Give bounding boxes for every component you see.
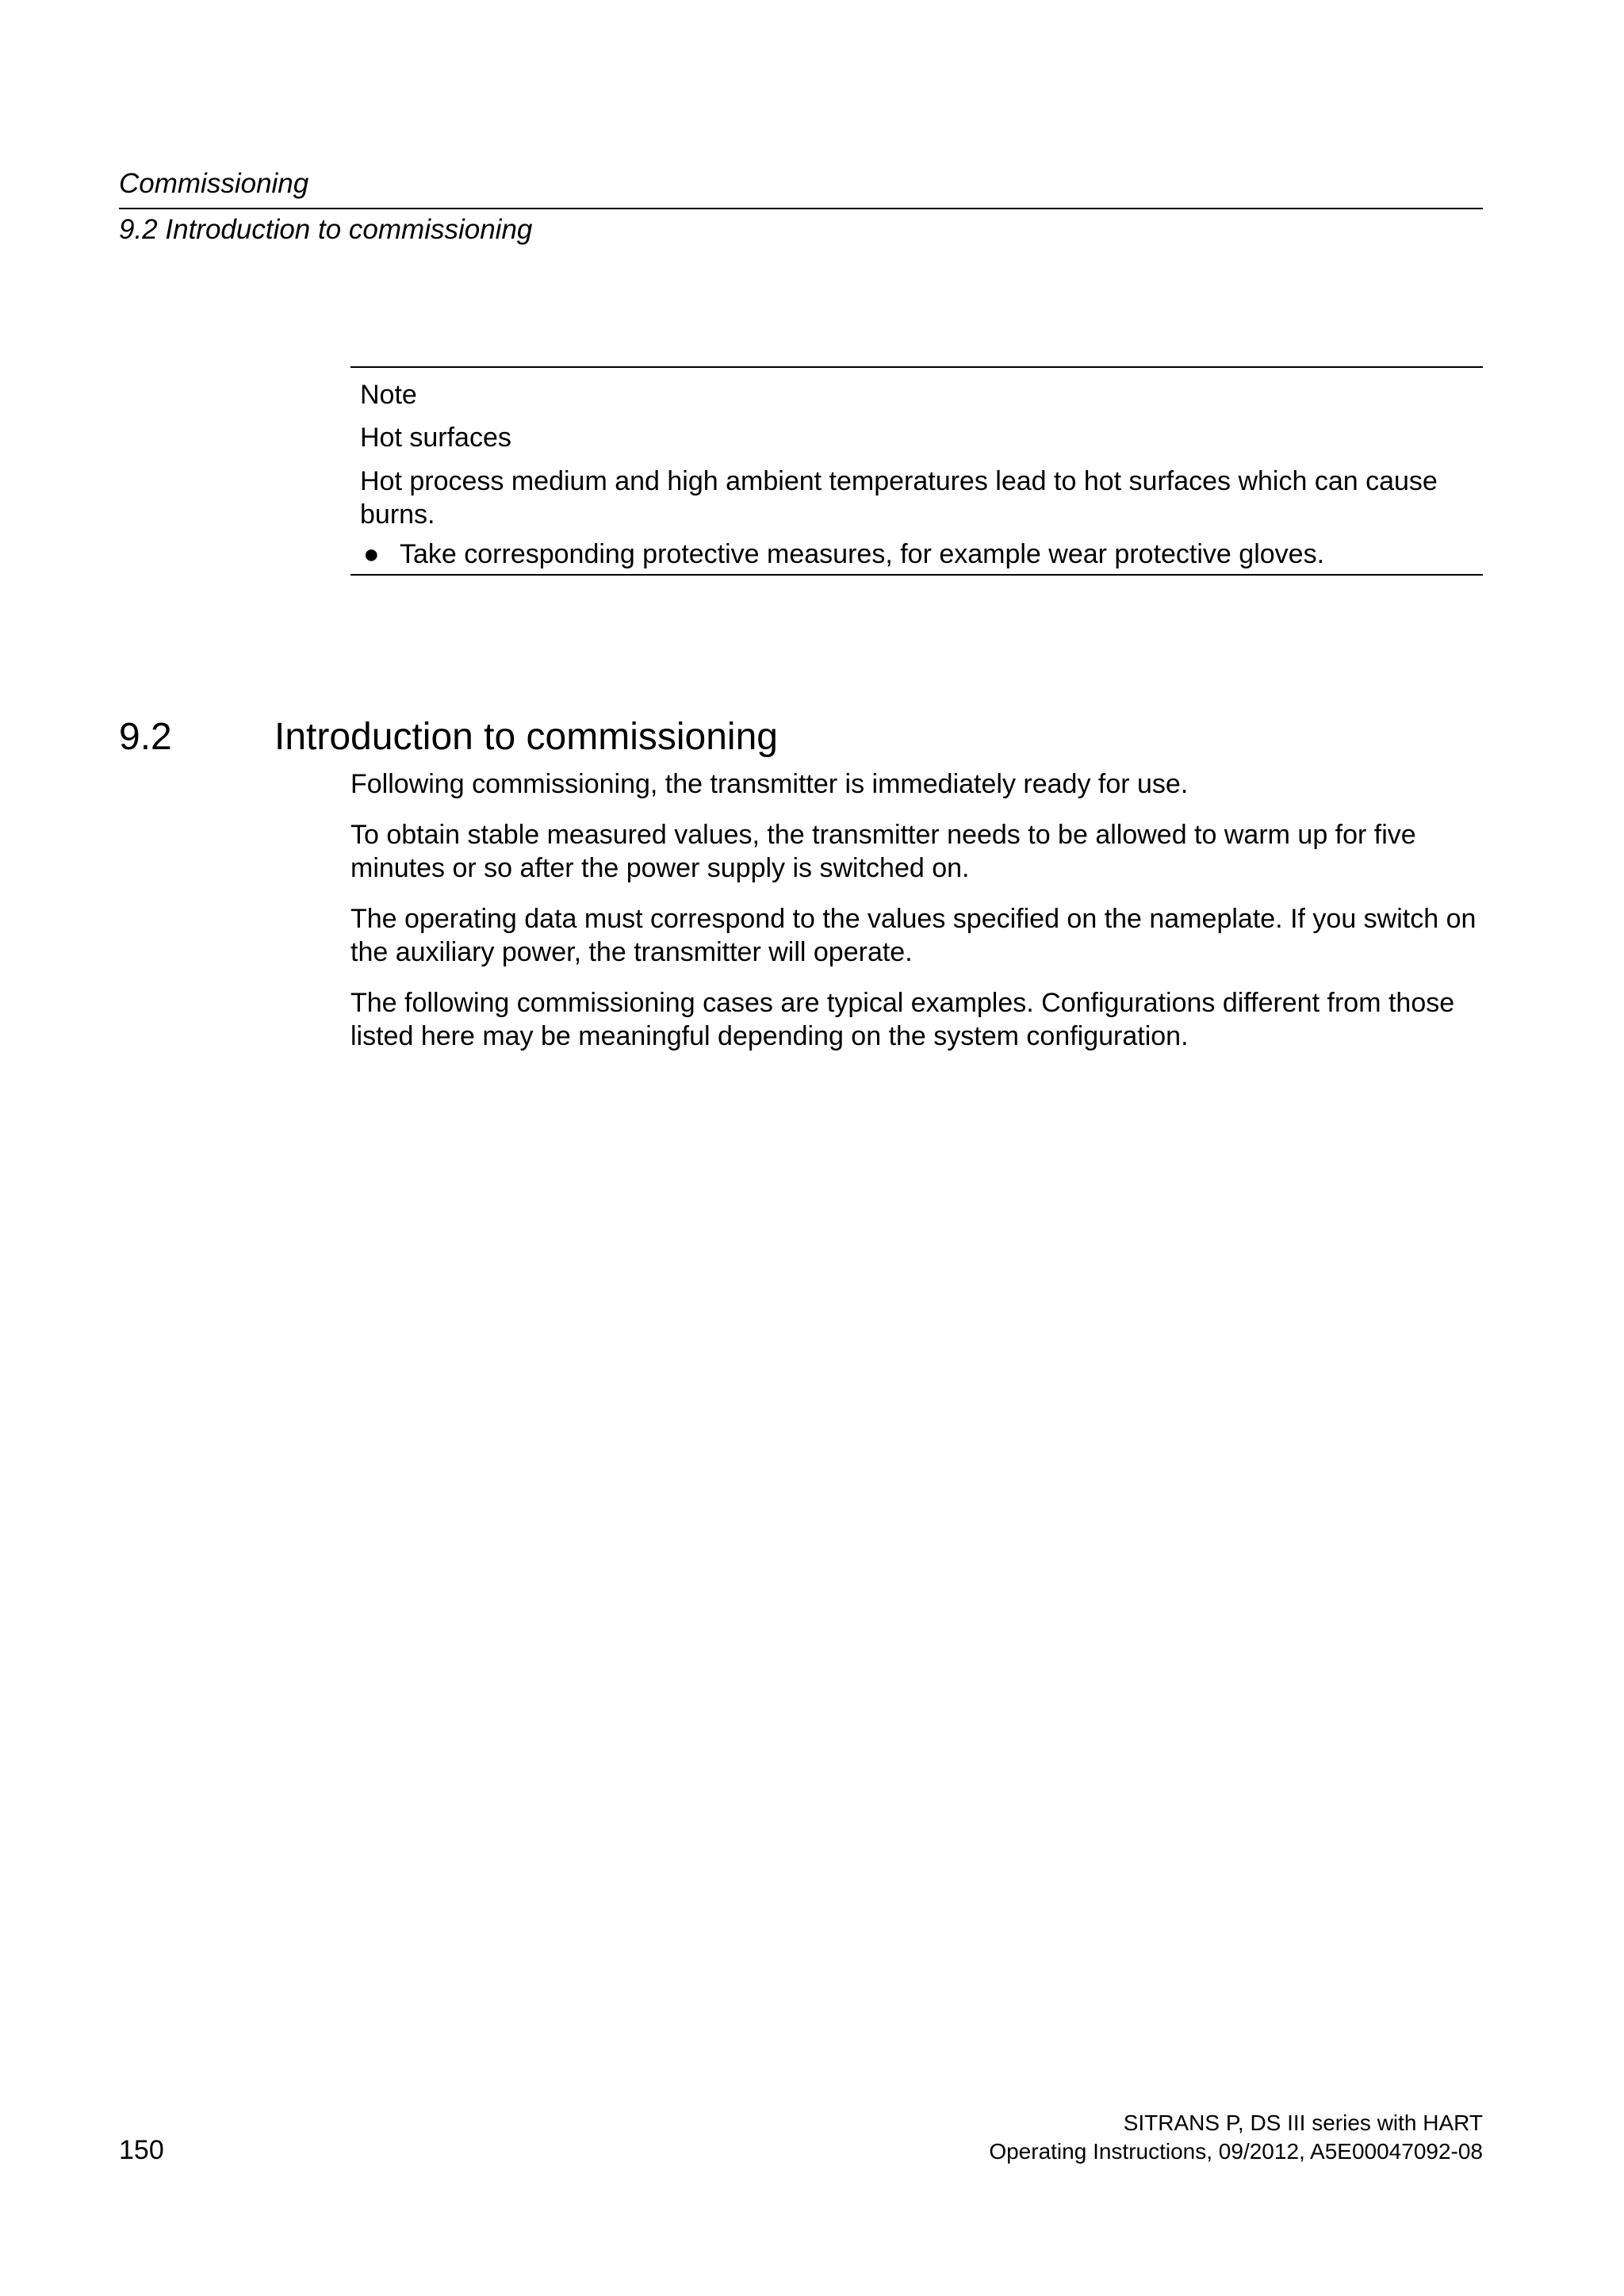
paragraph: The following commissioning cases are typical examples. Configurations different from those listed here may be meaningful depending on the system configuration. — [350, 988, 1455, 1051]
paragraph: The operating data must correspond to the values specified on the nameplate. If you switch on the auxiliary power, the transmitter will operate. — [350, 904, 1477, 967]
section-heading — [119, 712, 778, 763]
section-number: 9.2 — [119, 716, 172, 758]
note-label: Note — [360, 380, 417, 410]
paragraph: Following commissioning, the transmitter is immediately ready for use. — [350, 769, 1189, 799]
note-title: Hot surfaces — [360, 423, 511, 453]
paragraph: To obtain stable measured values, the transmitter needs to be allowed to warm up for five minutes or so after the power supply is switched on. — [350, 820, 1416, 883]
section-body — [350, 767, 1484, 1070]
footer-doc-info: Operating Instructions, 09/2012, A5E00047092-08 — [989, 2139, 1483, 2164]
footer-document-info — [989, 2109, 1483, 2166]
chapter-title: Commissioning — [119, 165, 1483, 209]
note-bullet-text: Take corresponding protective measures, for example wear protective gloves. — [400, 539, 1325, 569]
running-header — [119, 165, 1483, 249]
note-text: Hot process medium and high ambient temperatures lead to hot surfaces which can cause burns. — [360, 466, 1438, 530]
bullet-icon: ● — [363, 539, 380, 569]
footer-product: SITRANS P, DS III series with HART — [1123, 2110, 1483, 2135]
note-bullet-item — [360, 538, 1483, 571]
note-box — [350, 366, 1483, 576]
page-number: 150 — [119, 2135, 164, 2165]
section-title: Introduction to commissioning — [274, 716, 778, 758]
section-reference: 9.2 Introduction to commissioning — [119, 214, 533, 245]
